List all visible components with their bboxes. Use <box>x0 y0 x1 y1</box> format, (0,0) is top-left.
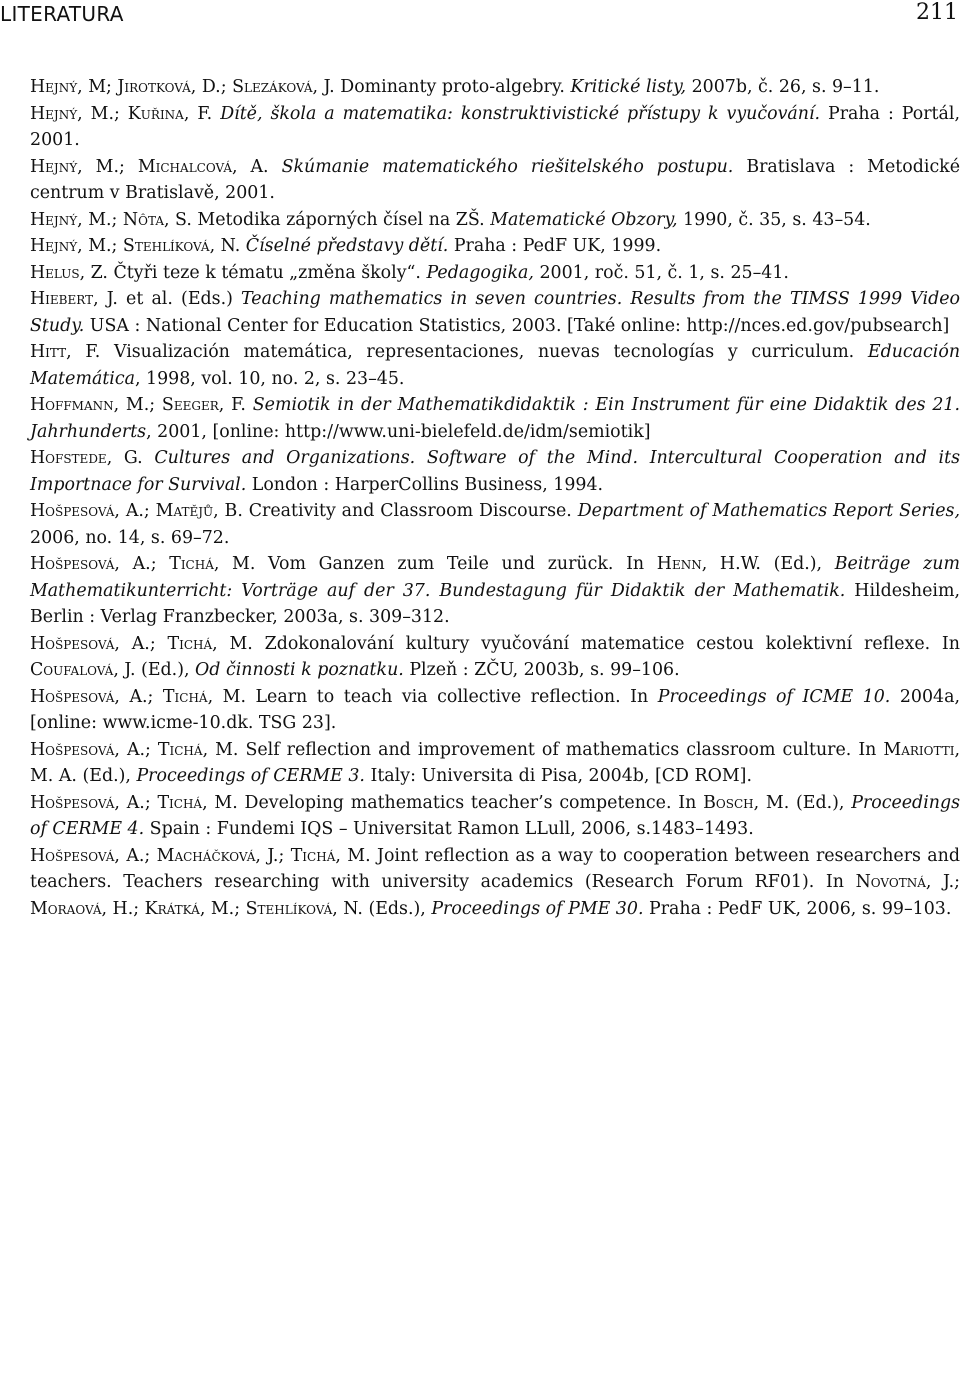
reference-entry <box>30 101 960 154</box>
reference-text: Bratislava : Metodické centrum v Bratislavě, 2001. <box>30 156 960 203</box>
reference-authors: Hitt, F. <box>30 342 101 362</box>
reference-title: Teaching mathematics in seven countries. Results from the TIMSS 1999 Video Study. <box>30 289 960 336</box>
reference-text: Dominanty proto-algebry. <box>334 77 571 97</box>
reference-text: Visualización matemática, representaciones, nuevas tecnologías y curriculum. <box>100 342 868 362</box>
reference-title: Proceedings of ICME 10. <box>657 686 891 707</box>
reference-authors: Hoffmann, M.; Seeger, F. <box>30 395 246 415</box>
reference-authors: Hošpesová, A.; Tichá, M. <box>30 792 238 813</box>
reference-text: Hildesheim, Berlin : Verlag Franzbecker, 2003a, s. 309–312. <box>30 580 960 627</box>
reference-text: (Ed.), <box>789 792 852 813</box>
reference-text <box>269 157 282 177</box>
reference-text <box>246 395 253 415</box>
reference-authors: Hejný, M.; Stehlíková, N. <box>30 236 241 256</box>
reference-title: Educación Matemática <box>30 342 960 389</box>
reference-authors: Novotná, J.; Moraová, H.; Krátká, M.; Stehlíková, N. <box>30 872 960 919</box>
reference-text: Vom Ganzen zum Teile und zurück. In <box>255 554 657 574</box>
reference-text: Creativity and Classroom Discourse. <box>242 501 578 521</box>
reference-entry <box>30 684 960 737</box>
reference-title: Kritické listy, <box>570 77 687 97</box>
reference-text: USA : National Center for Education Statistics, 2003. [Také online: http://nces.ed.gov/pubsearch] <box>84 315 950 336</box>
reference-text: London : HarperCollins Business, 1994. <box>246 474 604 495</box>
reference-title: Proceedings of CERME 3. <box>136 766 365 786</box>
reference-authors: Hošpesová, A.; Tichá, M. <box>30 554 256 574</box>
reference-entry <box>30 445 960 498</box>
reference-text: Learn to teach via collective reflection. In <box>245 686 658 707</box>
reference-entry <box>30 154 960 207</box>
reference-entry <box>30 392 960 445</box>
reference-entry <box>30 737 960 790</box>
reference-text: , 2001, [online: http://www.uni-bielefeld.de/idm/semiotik] <box>146 421 651 442</box>
reference-text: Metodika záporných čísel na ZŠ. <box>191 209 491 230</box>
reference-text: Plzeň : ZČU, 2003b, s. 99–106. <box>403 660 680 680</box>
reference-authors: Hofstede, G. <box>30 448 143 468</box>
reference-title: Od činnosti k poznatku. <box>195 660 404 680</box>
reference-text: Joint reflection as a way to cooperation between researchers and teachers. Teachers researching with university academics (Research Forum RF01). In <box>30 845 960 892</box>
reference-entry <box>30 843 960 923</box>
reference-authors: Mariotti, M. A. <box>30 739 960 786</box>
reference-text: Developing mathematics teacher’s competence. In <box>237 792 704 813</box>
reference-entry <box>30 233 960 260</box>
reference-text: 2006, no. 14, s. 69–72. <box>30 527 230 548</box>
reference-text: 2004a, [online: www.icme-10.dk. TSG 23]. <box>30 686 960 733</box>
section-title: LITERATURA <box>0 2 124 26</box>
reference-text <box>212 104 220 124</box>
reference-text: Italy: Universita di Pisa, 2004b, [CD ROM]. <box>364 766 752 786</box>
reference-authors: Hošpesová, A.; Tichá, M. <box>30 686 246 707</box>
reference-entry <box>30 207 960 234</box>
reference-authors: Hejný, M.; Michalcová, A. <box>30 156 269 177</box>
reference-authors: Bosch, M. <box>703 792 790 813</box>
reference-title: Číselné představy dětí. <box>245 236 449 256</box>
reference-entry <box>30 551 960 631</box>
reference-entry <box>30 631 960 684</box>
reference-text <box>143 448 155 468</box>
reference-authors: Hejný, M.; Nôta, S. <box>30 209 192 230</box>
reference-title: Dítě, škola a matematika: konstruktivistické přístupy k vyučování. <box>220 103 821 124</box>
reference-authors: Hošpesová, A.; Tichá, M. <box>30 633 253 654</box>
running-header <box>0 0 960 34</box>
reference-title: Cultures and Organizations. Software of the Mind. Intercultural Cooperation and its Importnace for Survival. <box>30 448 960 495</box>
reference-title: Pedagogika, <box>426 262 534 283</box>
reference-text: , 1998, vol. 10, no. 2, s. 23–45. <box>134 368 405 389</box>
reference-entry <box>30 498 960 551</box>
reference-text: (Ed.), <box>76 766 137 786</box>
reference-entry <box>30 74 960 101</box>
reference-text: 2001, roč. 51, č. 1, s. 25–41. <box>533 262 789 283</box>
reference-authors: Hejný, M.; Kuřina, F. <box>30 103 213 124</box>
reference-text: (Ed.), <box>760 554 835 574</box>
reference-authors: Hejný, M; Jirotková, D.; Slezáková, J. <box>30 77 335 97</box>
reference-text: (Ed.), <box>135 660 196 680</box>
reference-list <box>30 74 960 922</box>
reference-title: Skúmanie matematického riešitelského postupu. <box>281 156 734 177</box>
reference-authors: Hošpesová, A.; Macháčková, J.; Tichá, M. <box>30 845 371 866</box>
reference-authors: Hiebert, J. <box>30 289 118 309</box>
reference-text: Self reflection and improvement of mathematics classroom culture. In <box>238 739 884 760</box>
reference-text: Zdokonalování kultury vyučování matematice cestou kolektivní reflexe. In <box>252 633 960 654</box>
reference-text: 2007b, č. 26, s. 9–11. <box>686 77 880 97</box>
reference-entry <box>30 339 960 392</box>
reference-text: et al. (Eds.) <box>117 289 242 309</box>
reference-title: Proceedings of PME 30. <box>431 898 644 919</box>
reference-authors: Helus, Z. <box>30 262 108 283</box>
reference-text: Praha : PedF UK, 2006, s. 99–103. <box>643 898 952 919</box>
reference-title: Proceedings of CERME 4. <box>30 792 960 839</box>
reference-entry <box>30 260 960 287</box>
reference-text: Spain : Fundemi IQS – Universitat Ramon LLull, 2006, s.1483–1493. <box>144 819 754 839</box>
reference-title: Matematické Obzory, <box>490 209 678 230</box>
reference-text: 1990, č. 35, s. 43–54. <box>677 209 871 230</box>
reference-authors: Hošpesová, A.; Matějů, B. <box>30 501 243 521</box>
reference-text: Čtyři teze k tématu „změna školy“. <box>107 262 427 283</box>
reference-authors: Henn, H.W. <box>656 554 761 574</box>
reference-text: Praha : Portál, 2001. <box>30 103 960 150</box>
page-number: 211 <box>916 0 958 25</box>
reference-authors: Hošpesová, A.; Tichá, M. <box>30 739 239 760</box>
reference-authors: Coufalová, J. <box>30 660 136 680</box>
reference-title: Beiträge zum Mathematikunterricht: Vorträge auf der 37. Bundestagung für Didaktik der Mathematik. <box>30 554 960 601</box>
reference-title: Semiotik in der Mathematikdidaktik : Ein Instrument für eine Didaktik des 21. Jahrhunderts <box>30 395 960 442</box>
reference-entry <box>30 286 960 339</box>
reference-text: Praha : PedF UK, 1999. <box>448 236 662 256</box>
reference-entry <box>30 790 960 843</box>
reference-text: (Eds.), <box>362 898 432 919</box>
reference-title: Department of Mathematics Report Series, <box>577 501 960 521</box>
